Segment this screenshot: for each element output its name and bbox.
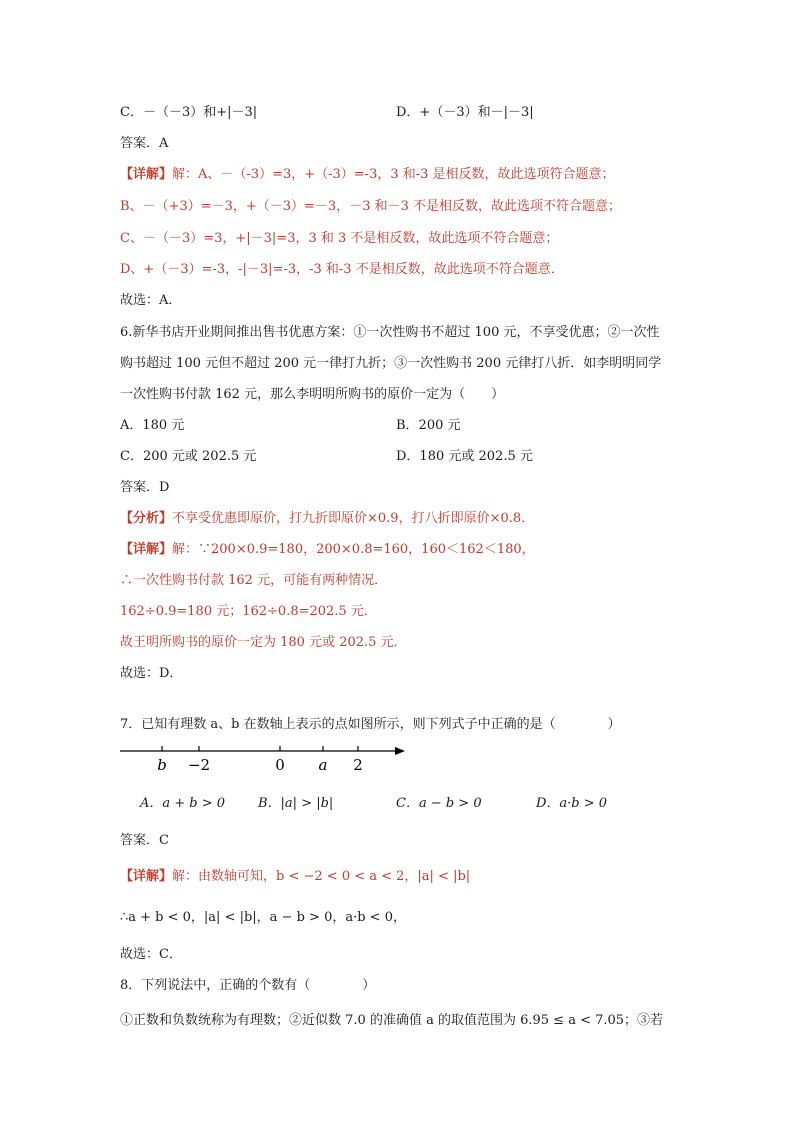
q5-detail-line-3: C、－（－3）=3，+|－3|=3，3 和 3 不是相反数，故此选项不符合题意； — [120, 231, 559, 246]
label-a: a — [318, 756, 328, 774]
q6-answer: 答案．D — [120, 480, 170, 495]
q5-choice: 故选：A． — [120, 293, 182, 308]
q6-option-c: C．200 元或 202.5 元 — [120, 449, 257, 464]
q6-detail-line-3: 162÷0.9=180 元；162÷0.8=202.5 元． — [120, 604, 377, 619]
q6-option-d: D．180 元或 202.5 元 — [396, 449, 533, 464]
q5-detail-line-1 — [120, 166, 615, 184]
q6-detail-line-2: ∴一次性购书付款 162 元，可能有两种情况． — [120, 573, 388, 588]
q7-detail-line-2: ∴a + b < 0，|a| < |b|，a − b > 0，a·b < 0， — [120, 910, 406, 925]
q7-option-c: C．a − b > 0 — [396, 796, 482, 811]
number-line-figure — [115, 742, 415, 776]
q6-analysis — [120, 510, 534, 528]
q8-stem: 8．下列说法中，正确的个数有（ ） — [120, 978, 376, 993]
q7-option-a: A．a + b > 0 — [140, 796, 226, 811]
analysis-tag: 【分析】 — [120, 511, 173, 526]
label-minus-2: −2 — [187, 756, 211, 774]
detail-text: 解：A、－（-3）=3，+（-3）=-3，3 和-3 是相反数，故此选项符合题意； — [172, 167, 615, 182]
q6-stem-line-1: 6.新华书店开业期间推出售书优惠方案：①一次性购书不超过 100 元，不享受优惠；②一次性 — [120, 325, 660, 340]
analysis-text: 不享受优惠即原价，打九折即原价×0.9，打八折即原价×0.8． — [172, 511, 535, 526]
q6-detail-line-1 — [120, 541, 535, 559]
q5-detail-line-2: B、－（+3）=－3，+（－3）=－3，－3 和－3 不是相反数，故此选项不符合题意； — [120, 199, 622, 214]
q6-option-b: B．200 元 — [396, 418, 461, 433]
q7-option-d: D．a·b > 0 — [536, 796, 608, 811]
detail-text: 解：由数轴可知，b < −2 < 0 < a < 2，|a| < |b| — [172, 869, 471, 884]
detail-tag: 【详解】 — [120, 869, 173, 884]
q6-stem-line-3: 一次性购书付款 162 元，那么李明明所购书的原价一定为（ ） — [120, 387, 505, 402]
label-0: 0 — [275, 756, 285, 774]
q5-answer: 答案．A — [120, 136, 169, 151]
q6-stem-line-2: 购书超过 100 元但不超过 200 元一律打九折；③一次性购书 200 元律打八折．如李明明同学 — [120, 356, 662, 371]
q5-option-c: C．－（－3）和+|－3| — [120, 105, 258, 120]
q7-option-b: B．|a| > |b| — [258, 796, 334, 811]
detail-tag: 【详解】 — [120, 167, 173, 182]
q6-choice: 故选：D． — [120, 666, 183, 681]
q7-choice: 故选：C． — [120, 947, 182, 962]
q5-option-d: D．+（－3）和－|－3| — [396, 105, 534, 120]
label-b: b — [157, 756, 167, 774]
q5-detail-line-4: D、+（－3）=-3，-|－3|=-3，-3 和-3 不是相反数，故此选项不符合题意． — [120, 262, 564, 277]
q6-detail-line-4: 故王明所购书的原价一定为 180 元或 202.5 元． — [120, 635, 407, 650]
q7-answer: 答案．C — [120, 833, 169, 848]
q8-line-1: ①正数和负数统称为有理数；②近似数 7.0 的准确值 a 的取值范围为 6.95 ≤ a < 7.05；③若 — [120, 1013, 664, 1028]
q7-stem: 7．已知有理数 a、b 在数轴上表示的点如图所示，则下列式子中正确的是（ ） — [120, 717, 621, 732]
detail-text: 解：∵200×0.9=180，200×0.8=160，160＜162＜180， — [172, 542, 535, 557]
q6-option-a: A．180 元 — [120, 418, 185, 433]
q7-detail-line-1 — [120, 868, 470, 886]
detail-tag: 【详解】 — [120, 542, 173, 557]
number-line-arrow — [395, 747, 405, 755]
label-2: 2 — [353, 756, 363, 774]
